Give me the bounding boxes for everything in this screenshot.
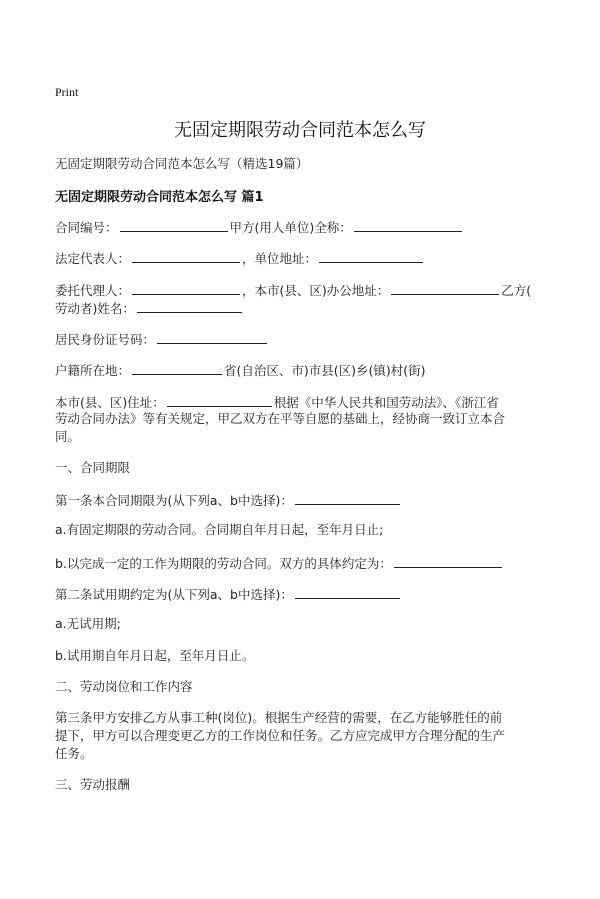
hukou-label: 户籍所在地： xyxy=(55,363,131,378)
agent-line xyxy=(55,280,531,300)
contract-number-line xyxy=(55,217,464,237)
residence-blank xyxy=(167,392,272,407)
article-1-option-a: a.有固定期限的劳动合同。合同期自年月日起，至年月日止; xyxy=(55,522,384,537)
agent-label: 委托代理人： xyxy=(55,283,131,298)
party-a-name-label: 甲方(用人单位)全称： xyxy=(229,220,352,235)
office-address-label: ，本市(县、区)办公地址： xyxy=(242,283,390,298)
party-b-name-label: 劳动者)姓名： xyxy=(55,301,135,316)
party-b-name-blank xyxy=(137,298,242,313)
residence-line-3: 同。 xyxy=(55,429,81,444)
article-2-option-b: b.试用期自年月日起，至年月日止。 xyxy=(55,648,255,663)
legal-rep-blank xyxy=(132,248,240,263)
contract-number-blank xyxy=(120,217,228,232)
office-address-blank xyxy=(391,280,499,295)
article-3-line-3: 任务。 xyxy=(55,746,93,761)
id-number-line xyxy=(55,329,269,349)
document-subtitle: 无固定期限劳动合同范本怎么写（精选19篇） xyxy=(55,156,309,171)
party-b-name-line xyxy=(55,298,244,318)
article-3-line-2: 提下，甲方可以合理变更乙方的工作岗位和任务。乙方应完成甲方合理分配的生产 xyxy=(55,728,506,743)
article-1-option-b-line xyxy=(55,553,504,573)
article-2-blank xyxy=(295,584,400,599)
residence-line-2: 劳动合同办法》等有关规定，甲乙双方在平等自愿的基础上，经协商一致订立本合 xyxy=(55,411,506,426)
id-number-blank xyxy=(157,329,267,344)
article-1-option-b: b.以完成一定的工作为期限的劳动合同。双方的具体约定为： xyxy=(55,556,392,571)
article-1-line xyxy=(55,490,402,510)
contract-number-label: 合同编号： xyxy=(55,220,118,235)
article-1-blank xyxy=(295,490,400,505)
article-2-line xyxy=(55,584,402,604)
id-number-label: 居民身份证号码： xyxy=(55,332,156,347)
section-heading: 无固定期限劳动合同范本怎么写 篇1 xyxy=(55,190,264,205)
residence-line xyxy=(55,392,499,412)
party-b-prefix: 乙方( xyxy=(501,283,532,298)
article-1-text: 第一条本合同期限为(从下列a、b中选择)： xyxy=(55,493,293,508)
section-contract-term-heading: 一、合同期限 xyxy=(55,460,131,475)
agent-blank xyxy=(132,280,240,295)
article-2-text: 第二条试用期约定为(从下列a、b中选择)： xyxy=(55,587,293,602)
hukou-line xyxy=(55,360,426,380)
legal-rep-line xyxy=(55,248,425,268)
page-title: 无固定期限劳动合同范本怎么写 xyxy=(174,120,426,141)
article-1-option-b-blank xyxy=(394,553,502,568)
article-2-option-a: a.无试用期; xyxy=(55,616,121,631)
hukou-suffix: 省(自治区、市)市县(区)乡(镇)村(街) xyxy=(224,363,426,378)
print-link[interactable]: Print xyxy=(55,85,79,99)
unit-address-blank xyxy=(319,248,423,263)
party-a-name-blank xyxy=(354,217,462,232)
residence-label: 本市(县、区)住址： xyxy=(55,395,165,410)
hukou-blank xyxy=(132,360,222,375)
unit-address-label: ，单位地址： xyxy=(242,251,318,266)
section-pay-heading: 三、劳动报酬 xyxy=(55,777,131,792)
article-3-line-1: 第三条甲方安排乙方从事工种(岗位)。根据生产经营的需要，在乙方能够胜任的前 xyxy=(55,710,503,725)
residence-suffix: 根据《中华人民共和国劳动法》、《浙江省 xyxy=(273,395,499,410)
legal-rep-label: 法定代表人： xyxy=(55,251,131,266)
section-job-heading: 二、劳动岗位和工作内容 xyxy=(55,679,193,694)
